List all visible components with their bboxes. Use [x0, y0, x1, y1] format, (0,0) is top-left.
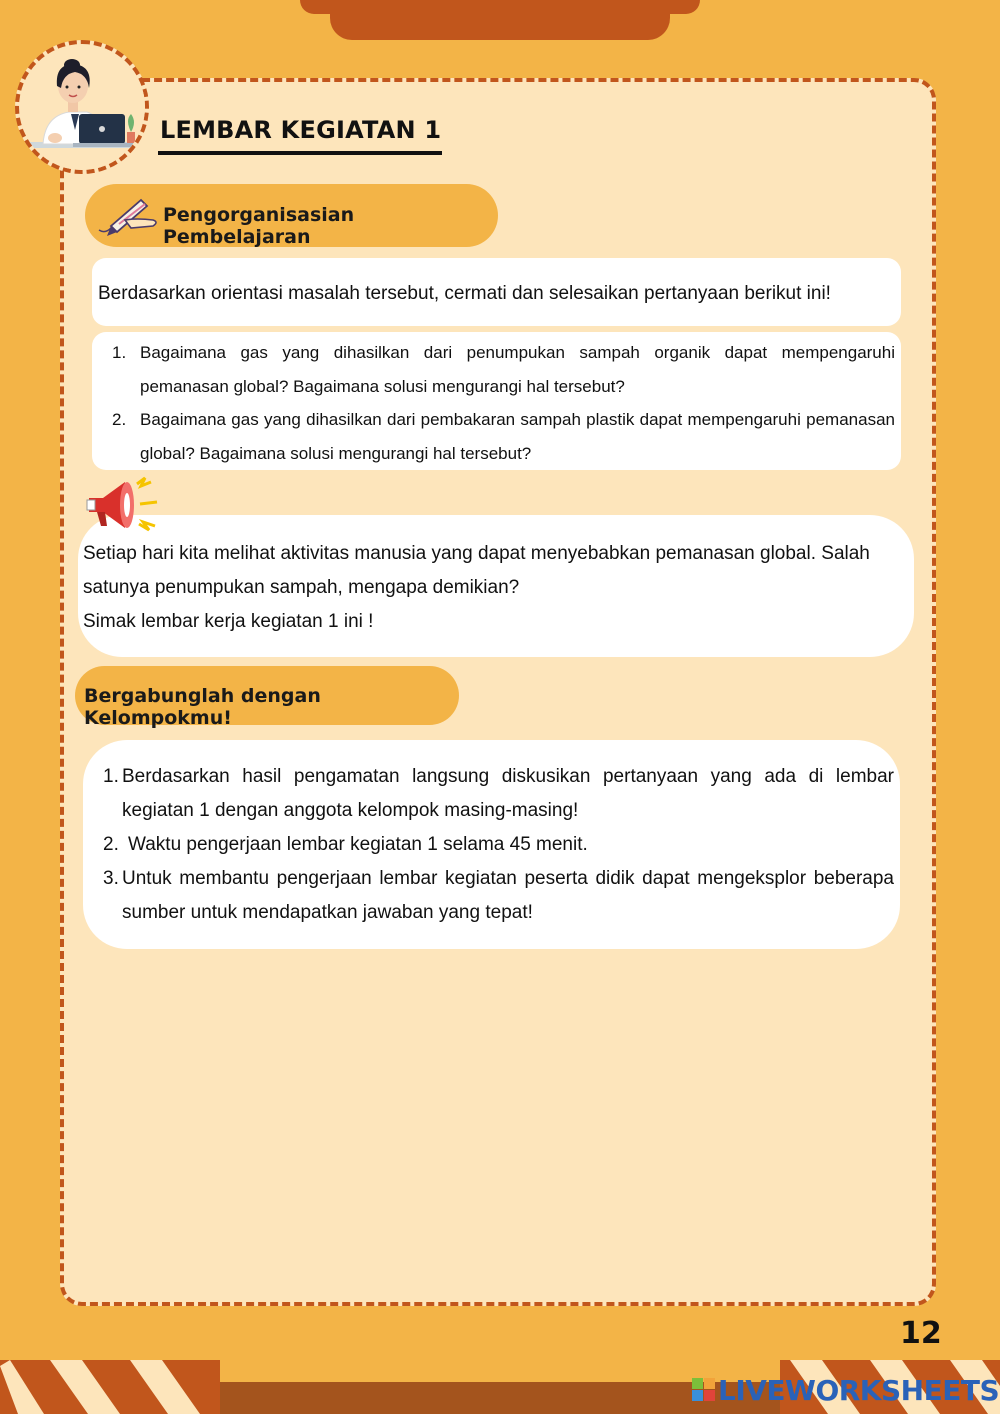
list-number: 2. — [103, 834, 119, 855]
question-list — [104, 336, 895, 470]
list-number: 1. — [103, 766, 119, 787]
teacher-laptop-icon — [19, 44, 149, 174]
section-label-organization — [85, 184, 498, 247]
questions-card — [92, 332, 901, 470]
title-underline — [158, 151, 442, 155]
section-label-text: Pengorganisasian Pembelajaran — [163, 204, 355, 248]
top-tab — [330, 0, 670, 40]
list-text: Waktu pengerjaan lembar kegiatan 1 selama 45 menit. — [128, 834, 588, 855]
list-item — [103, 760, 894, 828]
list-number: 1. — [112, 343, 127, 362]
steps-list — [103, 760, 894, 930]
megaphone-icon — [85, 474, 161, 536]
watermark — [692, 1373, 999, 1407]
list-text: Berdasarkan hasil pengamatan langsung diskusikan pertanyaan yang ada di lembar kegiatan 1 dengan anggota kelompok masing-masing! — [122, 766, 894, 821]
liveworksheets-logo-icon — [692, 1378, 716, 1402]
list-text: Untuk membantu pengerjaan lembar kegiatan peserta didik dapat mengeksplor beberapa sumber untuk mendapatkan jawaban yang tepat! — [122, 868, 894, 923]
context-instruction: Simak lembar kerja kegiatan 1 ini ! — [83, 611, 374, 632]
avatar — [15, 40, 149, 174]
page-number: 12 — [900, 1316, 942, 1351]
list-item — [103, 862, 894, 930]
list-item — [104, 403, 895, 470]
pen-writing-icon — [91, 194, 161, 240]
steps-card — [83, 740, 900, 949]
list-text: Bagaimana gas yang dihasilkan dari pembakaran sampah plastik dapat mempengaruhi pemanasan global? Bagaimana solusi mengurangi hal tersebut? — [140, 410, 895, 463]
watermark-text: LIVEWORKSHEETS — [718, 1373, 1000, 1407]
context-text: Setiap hari kita melihat aktivitas manusia yang dapat menyebabkan pemanasan global. Salah satunya penumpukan sampah, mengapa demikian? — [83, 543, 870, 598]
page-title: LEMBAR KEGIATAN 1 — [160, 116, 442, 144]
instruction-card — [92, 258, 901, 326]
context-card — [78, 515, 914, 657]
list-item — [103, 828, 894, 862]
list-number: 3. — [103, 868, 119, 889]
section-label-text: Bergabunglah dengan Kelompokmu! — [84, 685, 321, 729]
section-label-group — [75, 666, 459, 729]
list-item — [104, 336, 895, 403]
list-number: 2. — [112, 410, 127, 429]
instruction-text: Berdasarkan orientasi masalah tersebut, cermati dan selesaikan pertanyaan berikut ini! — [98, 283, 831, 304]
list-text: Bagaimana gas yang dihasilkan dari penumpukan sampah organik dapat mempengaruhi pemanasan global? Bagaimana solusi mengurangi hal tersebut? — [140, 343, 895, 396]
